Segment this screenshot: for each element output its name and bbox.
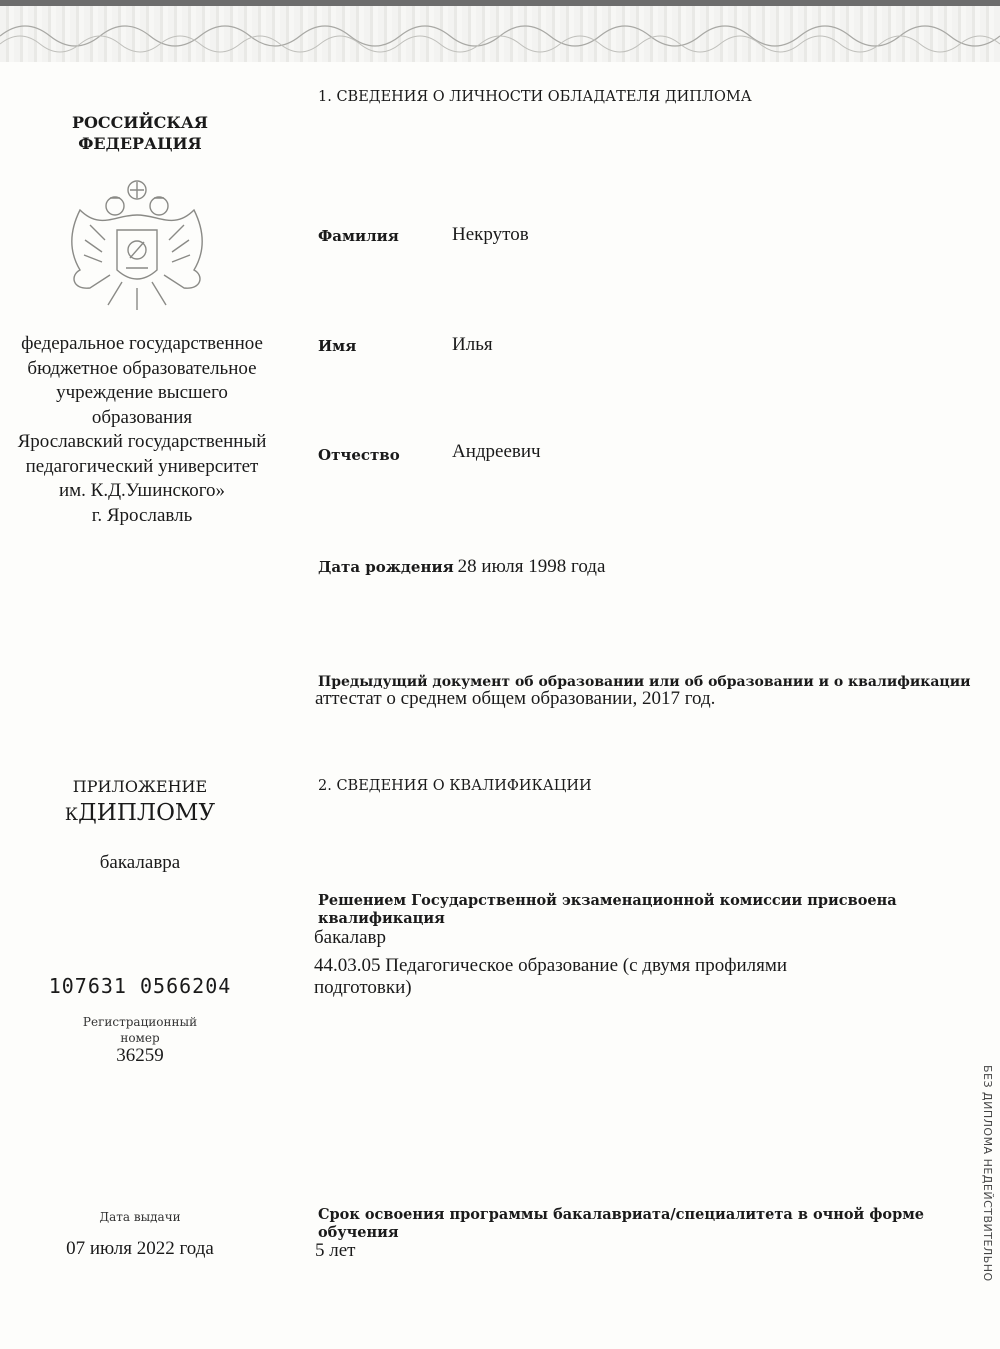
country-line-2: ФЕДЕРАЦИЯ: [78, 134, 202, 153]
issue-date: 07 июля 2022 года: [66, 1238, 214, 1259]
qualification-value: бакалавр: [314, 927, 387, 948]
birth-row: [318, 556, 605, 578]
issue-date-label: Дата выдачи: [99, 1210, 181, 1224]
institution-line: бюджетное образовательное: [27, 357, 257, 379]
term-value: 5 лет: [315, 1240, 356, 1261]
decision-text: [318, 892, 897, 928]
prev-doc-value: аттестат о среднем общем образовании, 2017 год.: [315, 688, 716, 709]
program-value: [314, 955, 787, 999]
birth-date: 28 июля 1998 года: [457, 556, 606, 577]
term-line2: обучения: [318, 1224, 399, 1241]
reg-label-line2: номер: [120, 1031, 160, 1045]
name-label: Имя: [318, 337, 357, 355]
program-line1: 44.03.05 Педагогическое образование (с двумя профилями: [314, 955, 788, 976]
prev-doc-label: Предыдущий документ об образовании или об образовании и о квалификации: [318, 674, 971, 690]
institution-line: учреждение высшего: [56, 382, 228, 403]
section2-title: 2. СВЕДЕНИЯ О КВАЛИФИКАЦИИ: [318, 778, 592, 794]
institution-line: Ярославский государственный: [17, 431, 267, 452]
institution-line: педагогический университет: [25, 455, 259, 477]
coat-of-arms-icon: [60, 170, 215, 320]
patronymic-label: Отчество: [318, 446, 400, 464]
institution-block: [4, 332, 280, 528]
institution-line: им. К.Д.Ушинского»: [58, 480, 226, 501]
decision-line2: квалификация: [318, 910, 445, 927]
country-title: [0, 112, 280, 154]
section1-title: 1. СВЕДЕНИЯ О ЛИЧНОСТИ ОБЛАДАТЕЛЯ ДИПЛОМА: [318, 89, 752, 105]
term-label: [318, 1206, 924, 1242]
supplement-title-main: ДИПЛОМУ: [78, 800, 216, 826]
supplement-title-line1: ПРИЛОЖЕНИЕ: [72, 777, 208, 796]
program-line2: подготовки): [314, 977, 412, 998]
surname-label: Фамилия: [318, 227, 399, 245]
institution-line: г. Ярославль: [91, 504, 193, 526]
side-note: БЕЗ ДИПЛОМА НЕДЕЙСТВИТЕЛЬНО: [981, 1065, 994, 1282]
country-line-1: РОССИЙСКАЯ: [71, 113, 209, 132]
degree-level: бакалавра: [99, 852, 181, 873]
institution-line: образования: [91, 406, 193, 428]
security-border: [0, 0, 1000, 62]
reg-label: [0, 1014, 280, 1046]
serial-number: 107631 0566204: [48, 974, 232, 998]
institution-line: федеральное государственное: [21, 333, 263, 354]
name-value: Илья: [452, 334, 493, 355]
supplement-title: [0, 800, 280, 826]
reg-number: 36259: [116, 1045, 164, 1066]
decision-line1: Решением Государственной экзаменационной комиссии присвоена: [318, 892, 897, 909]
patronymic-value: Андреевич: [452, 441, 541, 462]
supplement-title-prefix: К: [64, 805, 79, 825]
term-line1: Срок освоения программы бакалавриата/специалитета в очной форме: [318, 1206, 925, 1223]
birth-label: Дата рождения: [318, 558, 454, 576]
reg-label-line1: Регистрационный: [82, 1015, 198, 1029]
surname-value: Некрутов: [452, 224, 529, 245]
